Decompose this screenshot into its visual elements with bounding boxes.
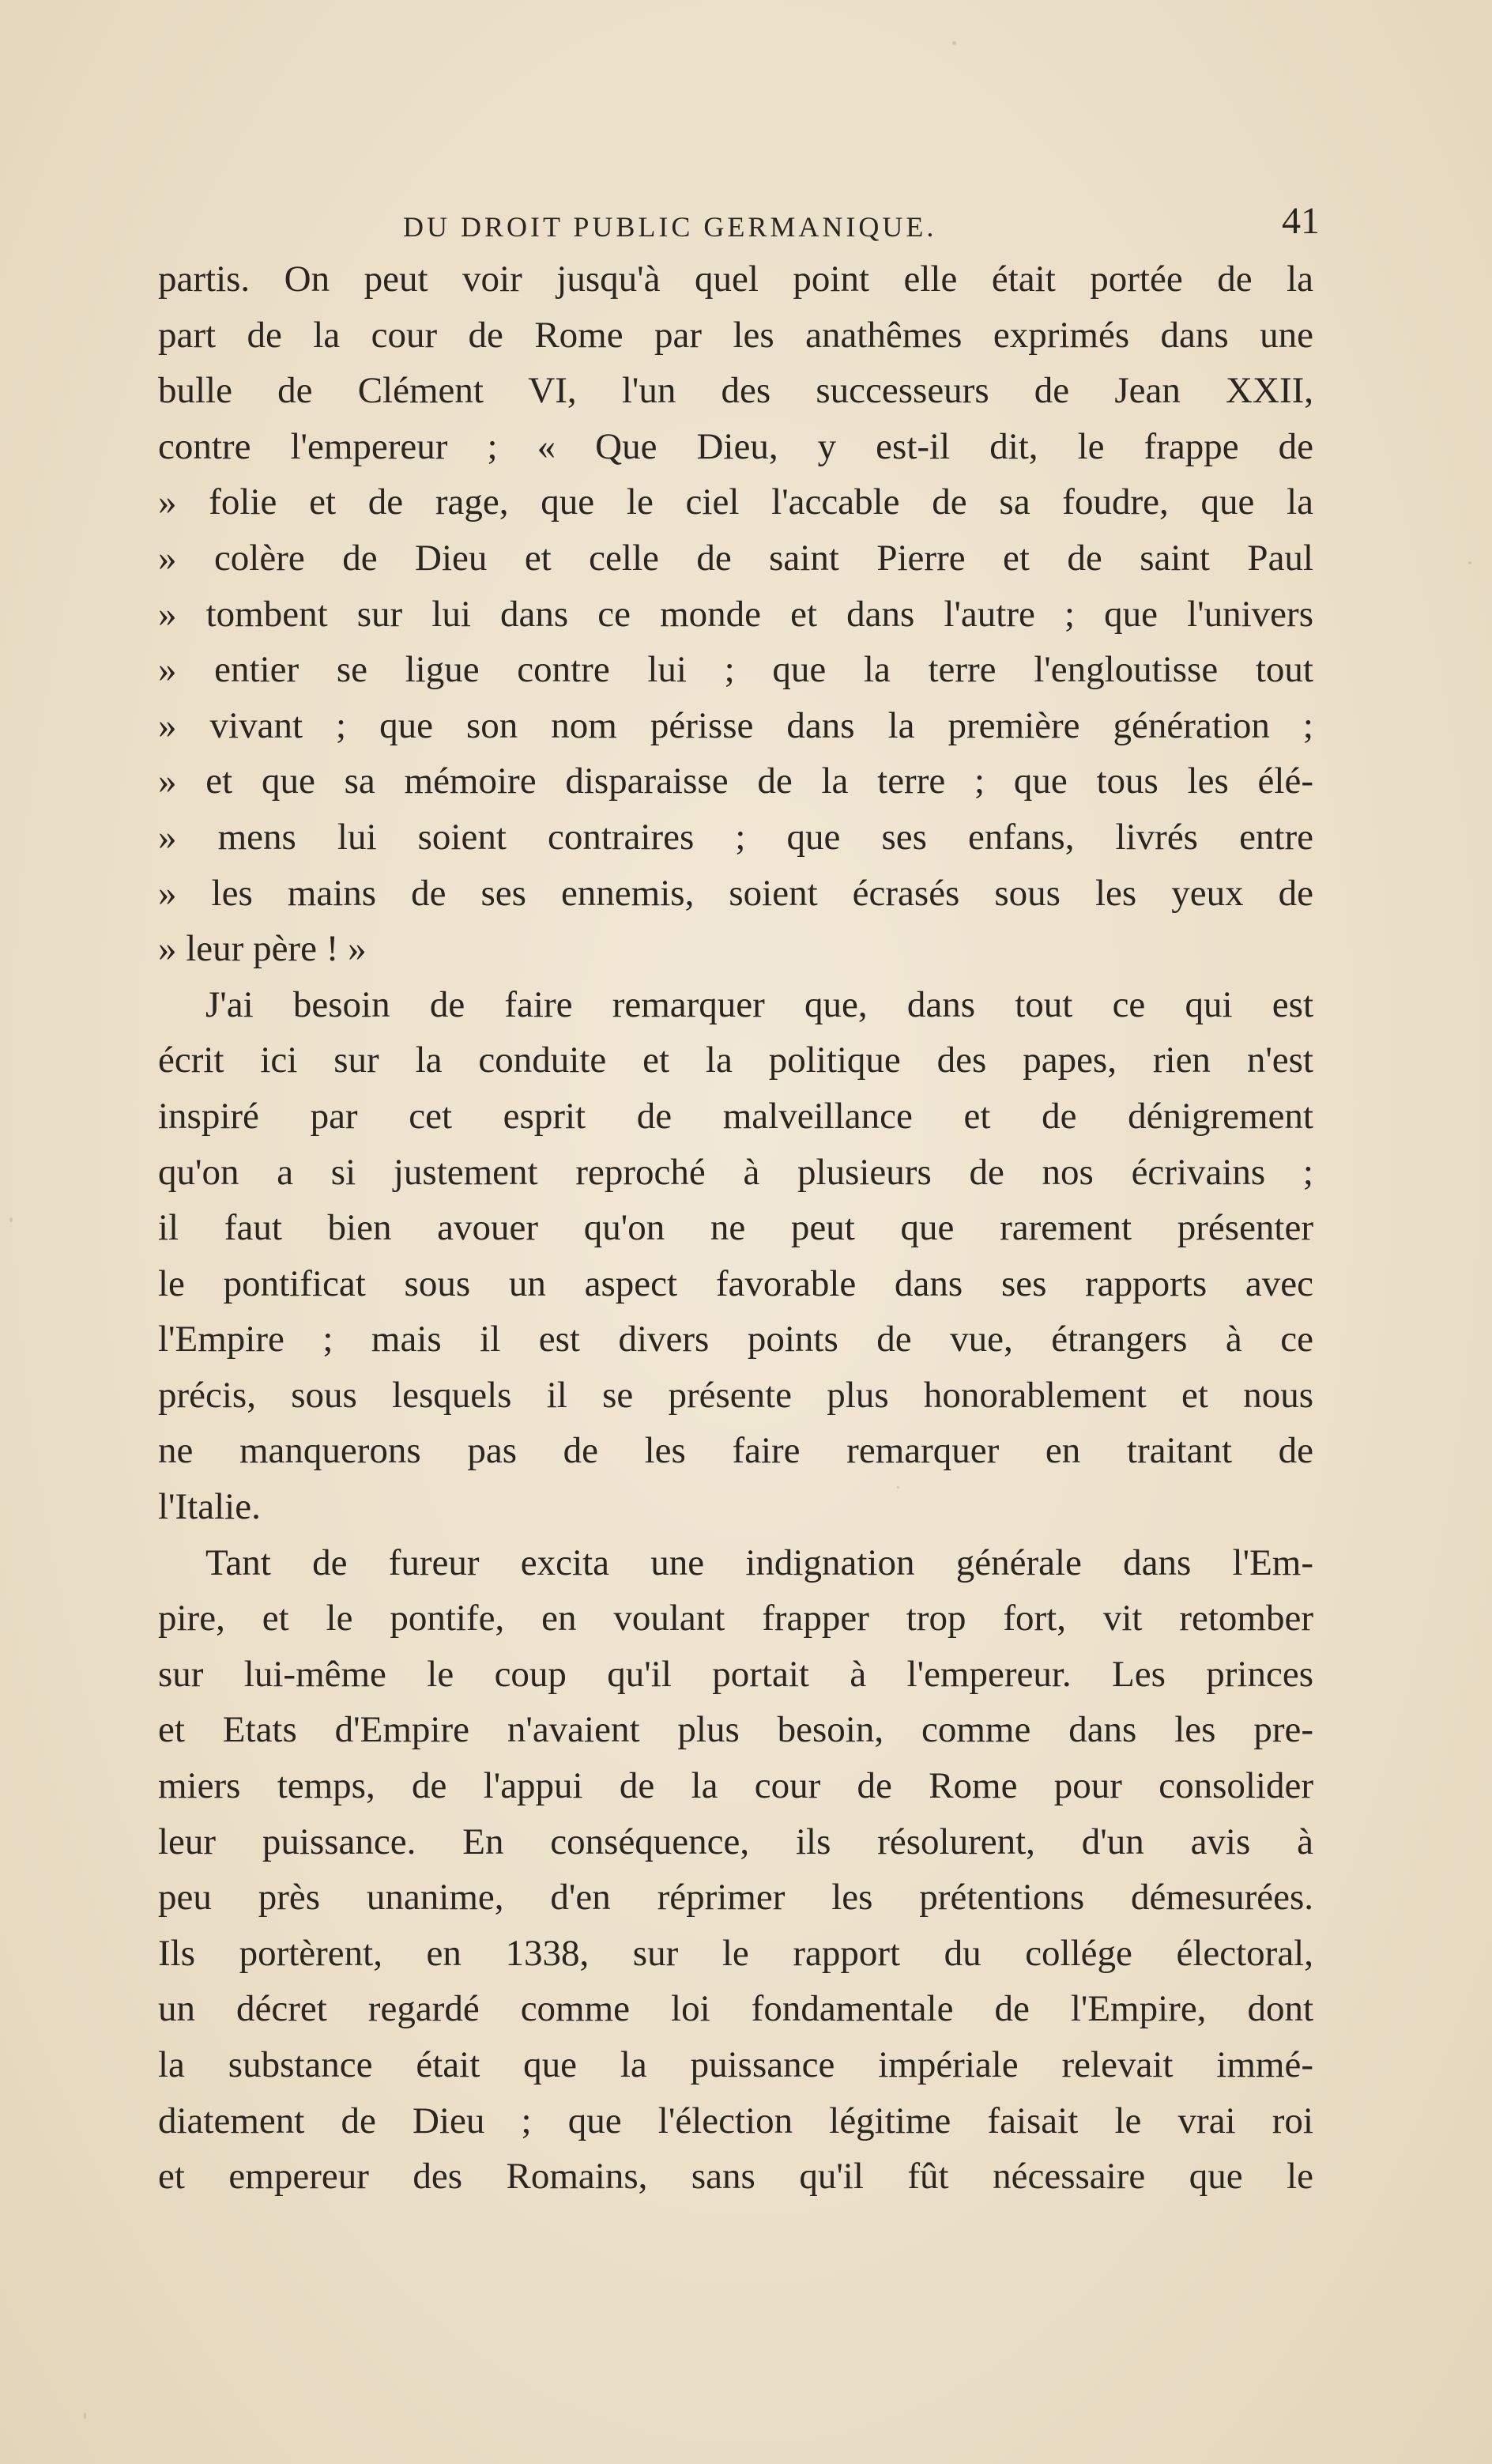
text-line: diatement de Dieu ; que l'élection légitime faisait le vrai roi — [158, 2100, 1313, 2141]
text-line: partis. On peut voir jusqu'à quel point elle était portée de la — [158, 258, 1313, 300]
text-line: leur puissance. En conséquence, ils résolurent, d'un avis à — [158, 1821, 1313, 1862]
text-line: un décret regardé comme loi fondamentale de l'Empire, dont — [158, 1988, 1313, 2030]
text-line: » leur père ! » — [158, 928, 367, 970]
paper-speck — [952, 41, 956, 45]
body-text — [158, 251, 1313, 2205]
text-line: » entier se ligue contre lui ; que la terre l'engloutisse tout — [158, 649, 1313, 691]
text-line: ne manquerons pas de les faire remarquer en traitant de — [158, 1430, 1313, 1472]
page-number: 41 — [1282, 200, 1320, 242]
text-line: écrit ici sur la conduite et la politique des papes, rien n'est — [158, 1040, 1313, 1081]
text-line: sur lui-même le coup qu'il portait à l'empereur. Les princes — [158, 1653, 1313, 1695]
text-line: » colère de Dieu et celle de saint Pierre et de saint Paul — [158, 537, 1313, 579]
text-line: » vivant ; que son nom périsse dans la première génération ; — [158, 704, 1313, 746]
text-line: pire, et le pontife, en voulant frapper trop fort, vit retomber — [158, 1598, 1313, 1640]
text-line: il faut bien avouer qu'on ne peut que rarement présenter — [158, 1207, 1313, 1249]
text-line: peu près unanime, d'en réprimer les prétentions démesurées. — [158, 1877, 1313, 1919]
text-line: Ils portèrent, en 1338, sur le rapport du collége électoral, — [158, 1932, 1313, 1974]
text-line: J'ai besoin de faire remarquer que, dans tout ce qui est — [205, 983, 1313, 1025]
text-line: la substance était que la puissance impériale relevait immé- — [158, 2044, 1313, 2085]
paper-speck — [9, 1217, 13, 1222]
paper-speck — [84, 2413, 86, 2419]
paper-speck — [897, 1486, 899, 1489]
text-line: contre l'empereur ; « Que Dieu, y est-il dit, le frappe de — [158, 425, 1313, 467]
text-line: l'Italie. — [158, 1486, 261, 1528]
text-line: » et que sa mémoire disparaisse de la terre ; que tous les élé- — [158, 760, 1313, 802]
text-line: miers temps, de l'appui de la cour de Rome pour consolider — [158, 1765, 1313, 1807]
text-line: » mens lui soient contraires ; que ses enfans, livrés entre — [158, 816, 1313, 858]
text-line: » folie et de rage, que le ciel l'accable de sa foudre, que la — [158, 481, 1313, 523]
text-line: le pontificat sous un aspect favorable dans ses rapports avec — [158, 1262, 1313, 1304]
text-line: précis, sous lesquels il se présente plus honorablement et nous — [158, 1374, 1313, 1416]
running-title: DU DROIT PUBLIC GERMANIQUE. — [403, 211, 937, 243]
text-line: » les mains de ses ennemis, soient écrasés sous les yeux de — [158, 872, 1313, 914]
text-line: et Etats d'Empire n'avaient plus besoin, comme dans les pre- — [158, 1709, 1313, 1751]
text-line: part de la cour de Rome par les anathêmes exprimés dans une — [158, 314, 1313, 356]
text-line: inspiré par cet esprit de malveillance et de dénigrement — [158, 1095, 1313, 1137]
running-head — [403, 200, 1320, 247]
text-line: » tombent sur lui dans ce monde et dans l'autre ; que l'univers — [158, 593, 1313, 635]
text-line: qu'on a si justement reproché à plusieurs de nos écrivains ; — [158, 1151, 1313, 1193]
text-line: l'Empire ; mais il est divers points de vue, étrangers à ce — [158, 1319, 1313, 1360]
text-line: et empereur des Romains, sans qu'il fût nécessaire que le — [158, 2156, 1313, 2198]
paper-speck — [1468, 561, 1471, 564]
text-line: bulle de Clément VI, l'un des successeurs de Jean XXII, — [158, 370, 1313, 412]
text-line: Tant de fureur excita une indignation générale dans l'Em- — [205, 1541, 1313, 1583]
